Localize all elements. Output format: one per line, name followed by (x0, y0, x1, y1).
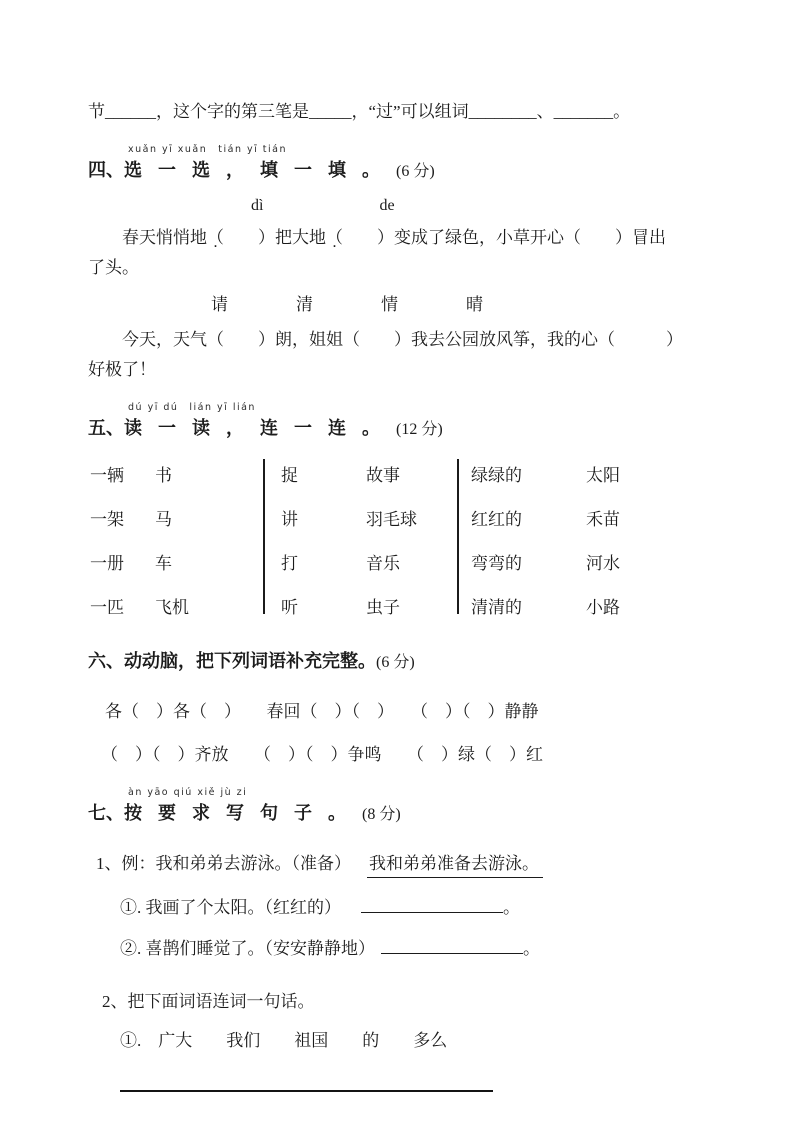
fill-sentence-weather: 今天，天气（ ）朗，姐姐（ ）我去公园放风筝，我的心（ ） (122, 330, 683, 349)
match-left: 红红的 (471, 510, 522, 529)
match-row (281, 461, 457, 485)
section-four-number: 四、 (88, 160, 124, 180)
match-right: 马 (155, 510, 172, 529)
answer-line-long (120, 1090, 493, 1092)
matching-table (88, 459, 713, 617)
rewrite-item-1 (120, 896, 713, 919)
section-four-pinyin: xuǎn yī xuǎn tián yī tián (128, 144, 287, 155)
section-four-header (88, 143, 713, 185)
sentence-text: （ ）变成了绿色，小草开心（ ）冒出 (326, 228, 666, 247)
match-right: 车 (155, 554, 172, 573)
match-row (281, 505, 457, 529)
section-five-number: 五、 (88, 418, 124, 438)
word-completion-line-2: （ ）（ ）齐放 （ ）（ ）争鸣 （ ）绿（ ）红 (101, 745, 543, 764)
example-answer-underlined: 我和弟弟准备去游泳。 (367, 852, 543, 878)
section-six-score: (6 分) (376, 654, 415, 671)
match-right: 河水 (586, 554, 620, 573)
section-six-header (88, 642, 713, 676)
match-left: 绿绿的 (471, 466, 522, 485)
match-row (471, 549, 707, 573)
section-seven-score: (8 分) (362, 806, 401, 823)
match-row (281, 549, 457, 573)
section-seven-title: 按要求写句子。 (124, 803, 362, 823)
intro-fill-line: 节______，这个字的第三笔是_____，“过”可以组词________、_______。 (88, 102, 631, 121)
match-right: 太阳 (586, 466, 620, 485)
sentence-text: 春天悄悄 (122, 228, 190, 247)
fill-sentence-spring (88, 226, 713, 249)
rewrite-item-2 (120, 937, 713, 960)
match-row (90, 549, 263, 573)
match-row (471, 505, 707, 529)
period: 。 (503, 898, 520, 917)
section-five-score: (12 分) (396, 421, 443, 438)
match-right: 书 (155, 466, 172, 485)
match-row (90, 505, 263, 529)
match-left: 清清的 (471, 598, 522, 617)
word-completion-line-1: 各（ ）各（ ） 春回（ ）（ ） （ ）（ ）静静 (105, 702, 539, 721)
match-left: 打 (281, 554, 298, 573)
section-four-score: (6 分) (396, 163, 435, 180)
section-four-title: 选一选，填一填。 (124, 160, 396, 180)
fill-sentence-weather-wrap: 好极了！ (88, 360, 156, 379)
section-five-header (88, 401, 713, 443)
section-seven-header (88, 786, 713, 828)
match-right: 羽毛球 (366, 510, 417, 529)
match-group-measure-words (88, 459, 263, 617)
section-six-number: 六、 (88, 651, 124, 671)
section-five-title-wrap (124, 402, 396, 441)
period: 。 (523, 939, 540, 958)
section-five-pinyin: dú yī dú lián yī lián (128, 402, 256, 413)
match-right: 禾苗 (586, 510, 620, 529)
match-right: 飞机 (155, 598, 189, 617)
match-row (471, 461, 707, 485)
section-seven-pinyin: àn yāo qiú xiě jù zi (128, 787, 248, 798)
emphasized-char: 地 (309, 228, 326, 247)
answer-line (381, 939, 523, 954)
section-five-title: 读一读，连一连。 (124, 418, 396, 438)
match-group-verbs (263, 459, 457, 617)
choice-labels-qing: 请 清 情 晴 (211, 295, 483, 314)
match-right: 音乐 (366, 554, 400, 573)
fill-sentence-spring-wrap: 了头。 (88, 258, 139, 277)
match-row (90, 593, 263, 617)
sentence-text: （ ）把大 (207, 228, 309, 247)
match-left: 一匹 (90, 598, 124, 617)
match-left: 听 (281, 598, 298, 617)
choice-di: dì (251, 197, 264, 214)
match-left: 弯弯的 (471, 554, 522, 573)
rewrite-item-1-text: ①. 我画了个太阳。（红红的） (120, 898, 341, 917)
match-right: 小路 (586, 598, 620, 617)
match-row (281, 593, 457, 617)
section-six-title: 动动脑，把下列词语补充完整。 (124, 651, 376, 671)
match-right: 虫子 (366, 598, 400, 617)
section-seven-title-wrap (124, 787, 362, 826)
answer-line (361, 898, 503, 913)
match-row (90, 461, 263, 485)
match-left: 一册 (90, 554, 124, 573)
match-left: 一架 (90, 510, 124, 529)
choice-labels-di-de (88, 197, 713, 217)
rewrite-item-2-text: ②. 喜鹊们睡觉了。（安安静静地） (120, 939, 375, 958)
section-seven-number: 七、 (88, 803, 124, 823)
match-group-adjectives (457, 459, 707, 617)
match-row (471, 593, 707, 617)
match-left: 捉 (281, 466, 298, 485)
example-label: 1、例：我和弟弟去游泳。（准备） (96, 854, 351, 873)
sentence-build-label: 2、把下面词语连词一句话。 (102, 992, 315, 1011)
match-left: 一辆 (90, 466, 124, 485)
section-four-title-wrap (124, 144, 396, 183)
example-sentence-row (96, 852, 713, 878)
emphasized-char: 地 (190, 228, 207, 247)
choice-de: de (379, 197, 395, 214)
sentence-build-words: ①. 广大 我们 祖国 的 多么 (120, 1031, 448, 1050)
match-left: 讲 (281, 510, 298, 529)
match-right: 故事 (366, 466, 400, 485)
